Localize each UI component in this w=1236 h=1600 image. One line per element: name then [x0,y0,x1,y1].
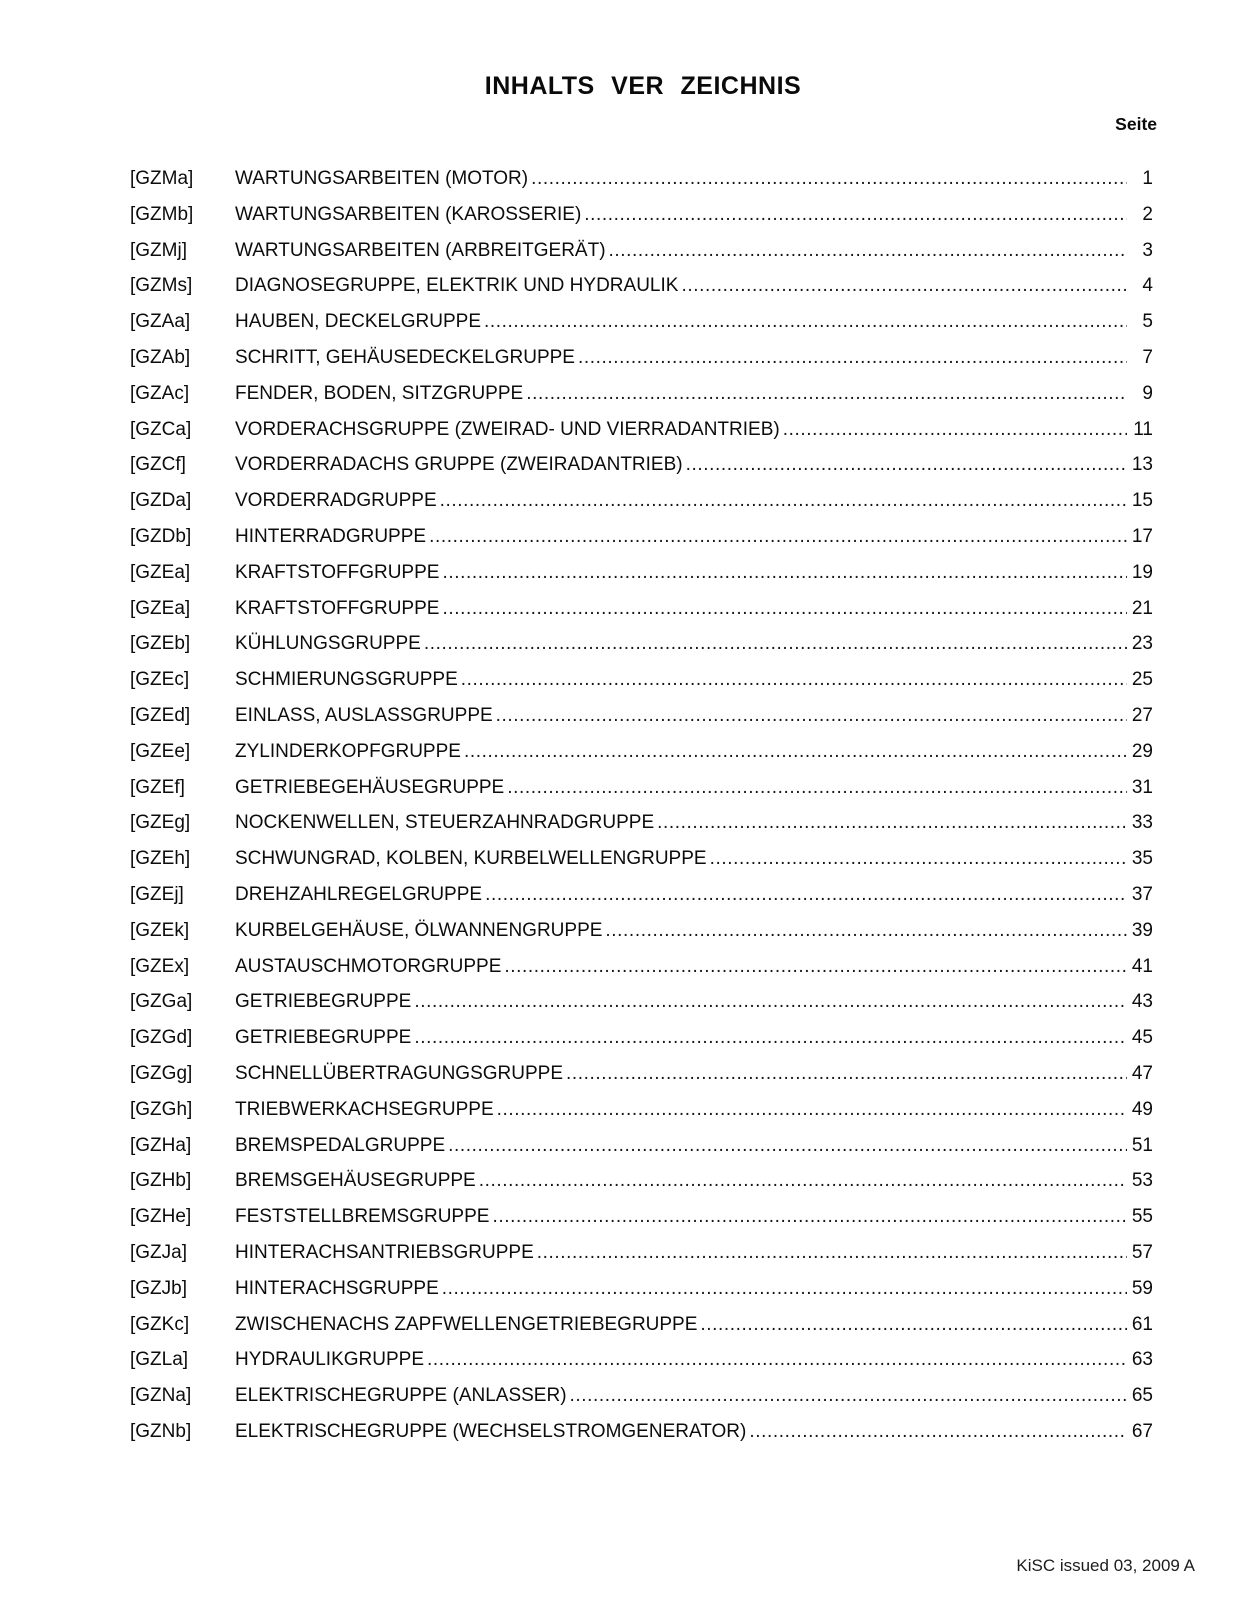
toc-entry-page: 5 [1142,311,1153,333]
dot-leader [481,304,1127,340]
toc-entry-code: [GZEf] [130,776,185,798]
toc-entry-page: 67 [1131,1420,1153,1442]
toc-entry-code: [GZCa] [130,418,192,440]
dot-leader [439,555,1127,591]
toc-row [130,1235,1153,1271]
toc-row [130,1307,1153,1343]
toc-entry-page: 9 [1142,382,1153,404]
toc-entry-page: 63 [1131,1349,1153,1371]
toc-entry-page: 15 [1131,490,1153,512]
dot-leader [501,949,1127,985]
toc-entry-title: SCHWUNGRAD, KOLBEN, KURBELWELLENGRUPPE [235,848,707,870]
toc-row [130,591,1153,627]
dot-leader [678,268,1127,304]
dot-leader [581,197,1127,233]
dot-leader [567,1378,1127,1414]
toc-entry-code: [GZDb] [130,525,192,547]
toc-entry-title: WARTUNGSARBEITEN (ARBREITGERÄT) [235,239,606,261]
dot-leader [458,662,1127,698]
toc-row [130,233,1153,269]
toc-entry-code: [GZMb] [130,203,194,225]
toc-row [130,304,1153,340]
toc-entry-title: ZYLINDERKOPFGRUPPE [235,740,461,762]
toc-entry-code: [GZEk] [130,919,190,941]
toc-row [130,805,1153,841]
toc-row [130,1271,1153,1307]
toc-row [130,519,1153,555]
toc-entry-code: [GZJa] [130,1241,188,1263]
toc-entry-title: FENDER, BODEN, SITZGRUPPE [235,382,524,404]
toc-entry-title: WARTUNGSARBEITEN (KAROSSERIE) [235,203,582,225]
page-title: INHALTS VER ZEICHNIS [484,72,802,100]
toc-entry-code: [GZEh] [130,848,191,870]
dot-leader [421,626,1127,662]
dot-leader [780,412,1127,448]
toc-row [130,1056,1153,1092]
dot-leader [563,1056,1127,1092]
toc-entry-page: 1 [1142,168,1153,189]
toc-row [130,483,1153,519]
toc-row [130,1199,1153,1235]
toc-entry-code: [GZNa] [130,1385,192,1407]
toc-entry-title: WARTUNGSARBEITEN (MOTOR) [235,168,529,189]
toc-row [130,662,1153,698]
toc-row [130,877,1153,913]
toc-row [130,376,1153,412]
toc-entry-page: 31 [1131,776,1153,798]
toc-entry-title: GETRIEBEGRUPPE [235,991,412,1013]
toc-entry-title: AUSTAUSCHMOTORGRUPPE [235,955,502,977]
toc-entry-code: [GZLa] [130,1349,189,1371]
toc-row [130,626,1153,662]
toc-entry-code: [GZEa] [130,597,191,619]
toc-entry-page: 49 [1131,1098,1153,1120]
footer-note: KiSC issued 03, 2009 A [1016,1556,1195,1575]
dot-leader [445,1128,1127,1164]
toc-entry-title: SCHNELLÜBERTRAGUNGSGRUPPE [235,1062,564,1084]
toc-entry-page: 61 [1131,1313,1153,1335]
toc-entry-page: 29 [1131,740,1153,762]
toc-entry-code: [GZEa] [130,561,191,583]
toc-entry-code: [GZEe] [130,740,191,762]
dot-leader [683,447,1127,483]
toc-entry-code: [GZNb] [130,1420,192,1442]
dot-leader [493,698,1127,734]
toc-entry-page: 21 [1131,597,1153,619]
toc-entry-page: 23 [1131,633,1153,655]
toc-entry-page: 3 [1142,239,1153,261]
dot-leader [746,1414,1127,1450]
dot-leader [534,1235,1127,1271]
dot-leader [707,841,1127,877]
dot-leader [606,233,1127,269]
dot-leader [654,805,1127,841]
toc-entry-title: SCHMIERUNGSGRUPPE [235,669,458,691]
dot-leader [476,1163,1127,1199]
toc-entry-code: [GZHe] [130,1206,192,1228]
dot-leader [437,483,1127,519]
toc-entry-page: 35 [1131,848,1153,870]
toc-entry-title: FESTSTELLBREMSGRUPPE [235,1206,490,1228]
toc-entry-page: 51 [1131,1134,1153,1156]
toc-entry-page: 27 [1131,704,1153,726]
toc-row [130,1128,1153,1164]
toc-entry-page: 13 [1131,454,1153,476]
toc-row [130,268,1153,304]
toc-entry-page: 19 [1131,561,1153,583]
toc-entry-page: 57 [1131,1241,1153,1263]
toc-row [130,197,1153,233]
toc-row [130,1163,1153,1199]
toc-entry-title: HINTERACHSGRUPPE [235,1277,439,1299]
toc-entry-code: [GZKc] [130,1313,190,1335]
toc-entry-code: [GZGa] [130,991,193,1013]
dot-leader [482,877,1127,913]
dot-leader [424,1342,1127,1378]
toc-row [130,1342,1153,1378]
dot-leader [697,1307,1127,1343]
table-of-contents [130,161,1153,1450]
toc-entry-page: 33 [1131,812,1153,834]
toc-entry-code: [GZGg] [130,1062,193,1084]
toc-entry-page: 7 [1142,346,1153,368]
toc-row [130,555,1153,591]
toc-entry-code: [GZMj] [130,239,187,261]
dot-leader [411,1020,1127,1056]
toc-entry-page: 17 [1131,525,1153,547]
toc-entry-page: 41 [1131,955,1153,977]
toc-entry-title: BREMSPEDALGRUPPE [235,1134,446,1156]
toc-entry-page: 11 [1133,418,1153,440]
toc-row [130,340,1153,376]
toc-entry-title: KRAFTSTOFFGRUPPE [235,597,440,619]
toc-entry-title: VORDERACHSGRUPPE (ZWEIRAD- UND VIERRADANTRIEB) [235,418,780,440]
toc-entry-title: DREHZAHLREGELGRUPPE [235,883,483,905]
toc-entry-title: GETRIEBEGRUPPE [235,1027,412,1049]
toc-entry-title: SCHRITT, GEHÄUSEDECKELGRUPPE [235,346,575,368]
dot-leader [602,913,1127,949]
toc-row [130,1414,1153,1450]
toc-entry-code: [GZAc] [130,382,190,404]
toc-entry-code: [GZEx] [130,955,190,977]
toc-entry-code: [GZAb] [130,346,191,368]
toc-entry-code: [GZDa] [130,490,192,512]
toc-entry-title: HAUBEN, DECKELGRUPPE [235,311,482,333]
toc-entry-page: 65 [1131,1385,1153,1407]
toc-row [130,1092,1153,1128]
toc-entry-title: HINTERACHSANTRIEBSGRUPPE [235,1241,534,1263]
toc-entry-title: ELEKTRISCHEGRUPPE (WECHSELSTROMGENERATOR) [235,1420,747,1442]
toc-entry-code: [GZHb] [130,1170,192,1192]
toc-row [130,949,1153,985]
toc-entry-title: DIAGNOSEGRUPPE, ELEKTRIK UND HYDRAULIK [235,275,679,297]
toc-entry-title: KURBELGEHÄUSE, ÖLWANNENGRUPPE [235,919,603,941]
dot-leader [439,591,1127,627]
toc-entry-code: [GZMa] [130,168,194,189]
toc-entry-code: [GZMs] [130,275,193,297]
toc-entry-code: [GZEj] [130,883,184,905]
toc-entry-code: [GZHa] [130,1134,192,1156]
toc-entry-page: 2 [1142,203,1153,225]
toc-entry-page: 37 [1131,883,1153,905]
toc-row [130,447,1153,483]
toc-entry-code: [GZEd] [130,704,191,726]
toc-entry-title: BREMSGEHÄUSEGRUPPE [235,1170,476,1192]
toc-row [130,984,1153,1020]
toc-row [130,770,1153,806]
toc-entry-title: ELEKTRISCHEGRUPPE (ANLASSER) [235,1385,567,1407]
toc-entry-page: 47 [1131,1062,1153,1084]
toc-entry-code: [GZCf] [130,454,186,476]
toc-row [130,913,1153,949]
toc-entry-code: [GZGh] [130,1098,193,1120]
dot-leader [439,1271,1127,1307]
toc-entry-title: HYDRAULIKGRUPPE [235,1349,424,1371]
toc-row [130,734,1153,770]
toc-entry-code: [GZGd] [130,1027,193,1049]
dot-leader [504,770,1127,806]
toc-entry-page: 55 [1131,1206,1153,1228]
toc-entry-title: EINLASS, AUSLASSGRUPPE [235,704,493,726]
page-column-header: Seite [1115,114,1157,134]
toc-entry-code: [GZEc] [130,669,190,691]
toc-entry-title: NOCKENWELLEN, STEUERZAHNRADGRUPPE [235,812,655,834]
dot-leader [523,376,1127,412]
toc-row [130,698,1153,734]
toc-entry-title: VORDERRADACHS GRUPPE (ZWEIRADANTRIEB) [235,454,683,476]
toc-entry-title: HINTERRADGRUPPE [235,525,427,547]
toc-entry-title: KÜHLUNGSGRUPPE [235,633,421,655]
dot-leader [494,1092,1127,1128]
dot-leader [575,340,1127,376]
toc-entry-code: [GZAa] [130,311,191,333]
toc-entry-page: 45 [1131,1027,1153,1049]
toc-entry-page: 4 [1142,275,1153,297]
toc-entry-title: VORDERRADGRUPPE [235,490,437,512]
toc-row [130,1020,1153,1056]
toc-entry-title: TRIEBWERKACHSEGRUPPE [235,1098,494,1120]
toc-row [130,161,1153,197]
dot-leader [528,161,1127,197]
toc-entry-page: 53 [1131,1170,1153,1192]
dot-leader [489,1199,1127,1235]
toc-entry-page: 59 [1131,1277,1153,1299]
dot-leader [411,984,1127,1020]
toc-entry-title: GETRIEBEGEHÄUSEGRUPPE [235,776,505,798]
dot-leader [461,734,1127,770]
toc-row [130,1378,1153,1414]
toc-entry-title: ZWISCHENACHS ZAPFWELLENGETRIEBEGRUPPE [235,1313,698,1335]
toc-row [130,412,1153,448]
toc-entry-page: 39 [1131,919,1153,941]
toc-entry-code: [GZJb] [130,1277,188,1299]
toc-entry-page: 43 [1131,991,1153,1013]
toc-row [130,841,1153,877]
toc-entry-title: KRAFTSTOFFGRUPPE [235,561,440,583]
toc-entry-page: 25 [1131,669,1153,691]
dot-leader [426,519,1127,555]
toc-entry-code: [GZEb] [130,633,191,655]
toc-entry-code: [GZEg] [130,812,191,834]
